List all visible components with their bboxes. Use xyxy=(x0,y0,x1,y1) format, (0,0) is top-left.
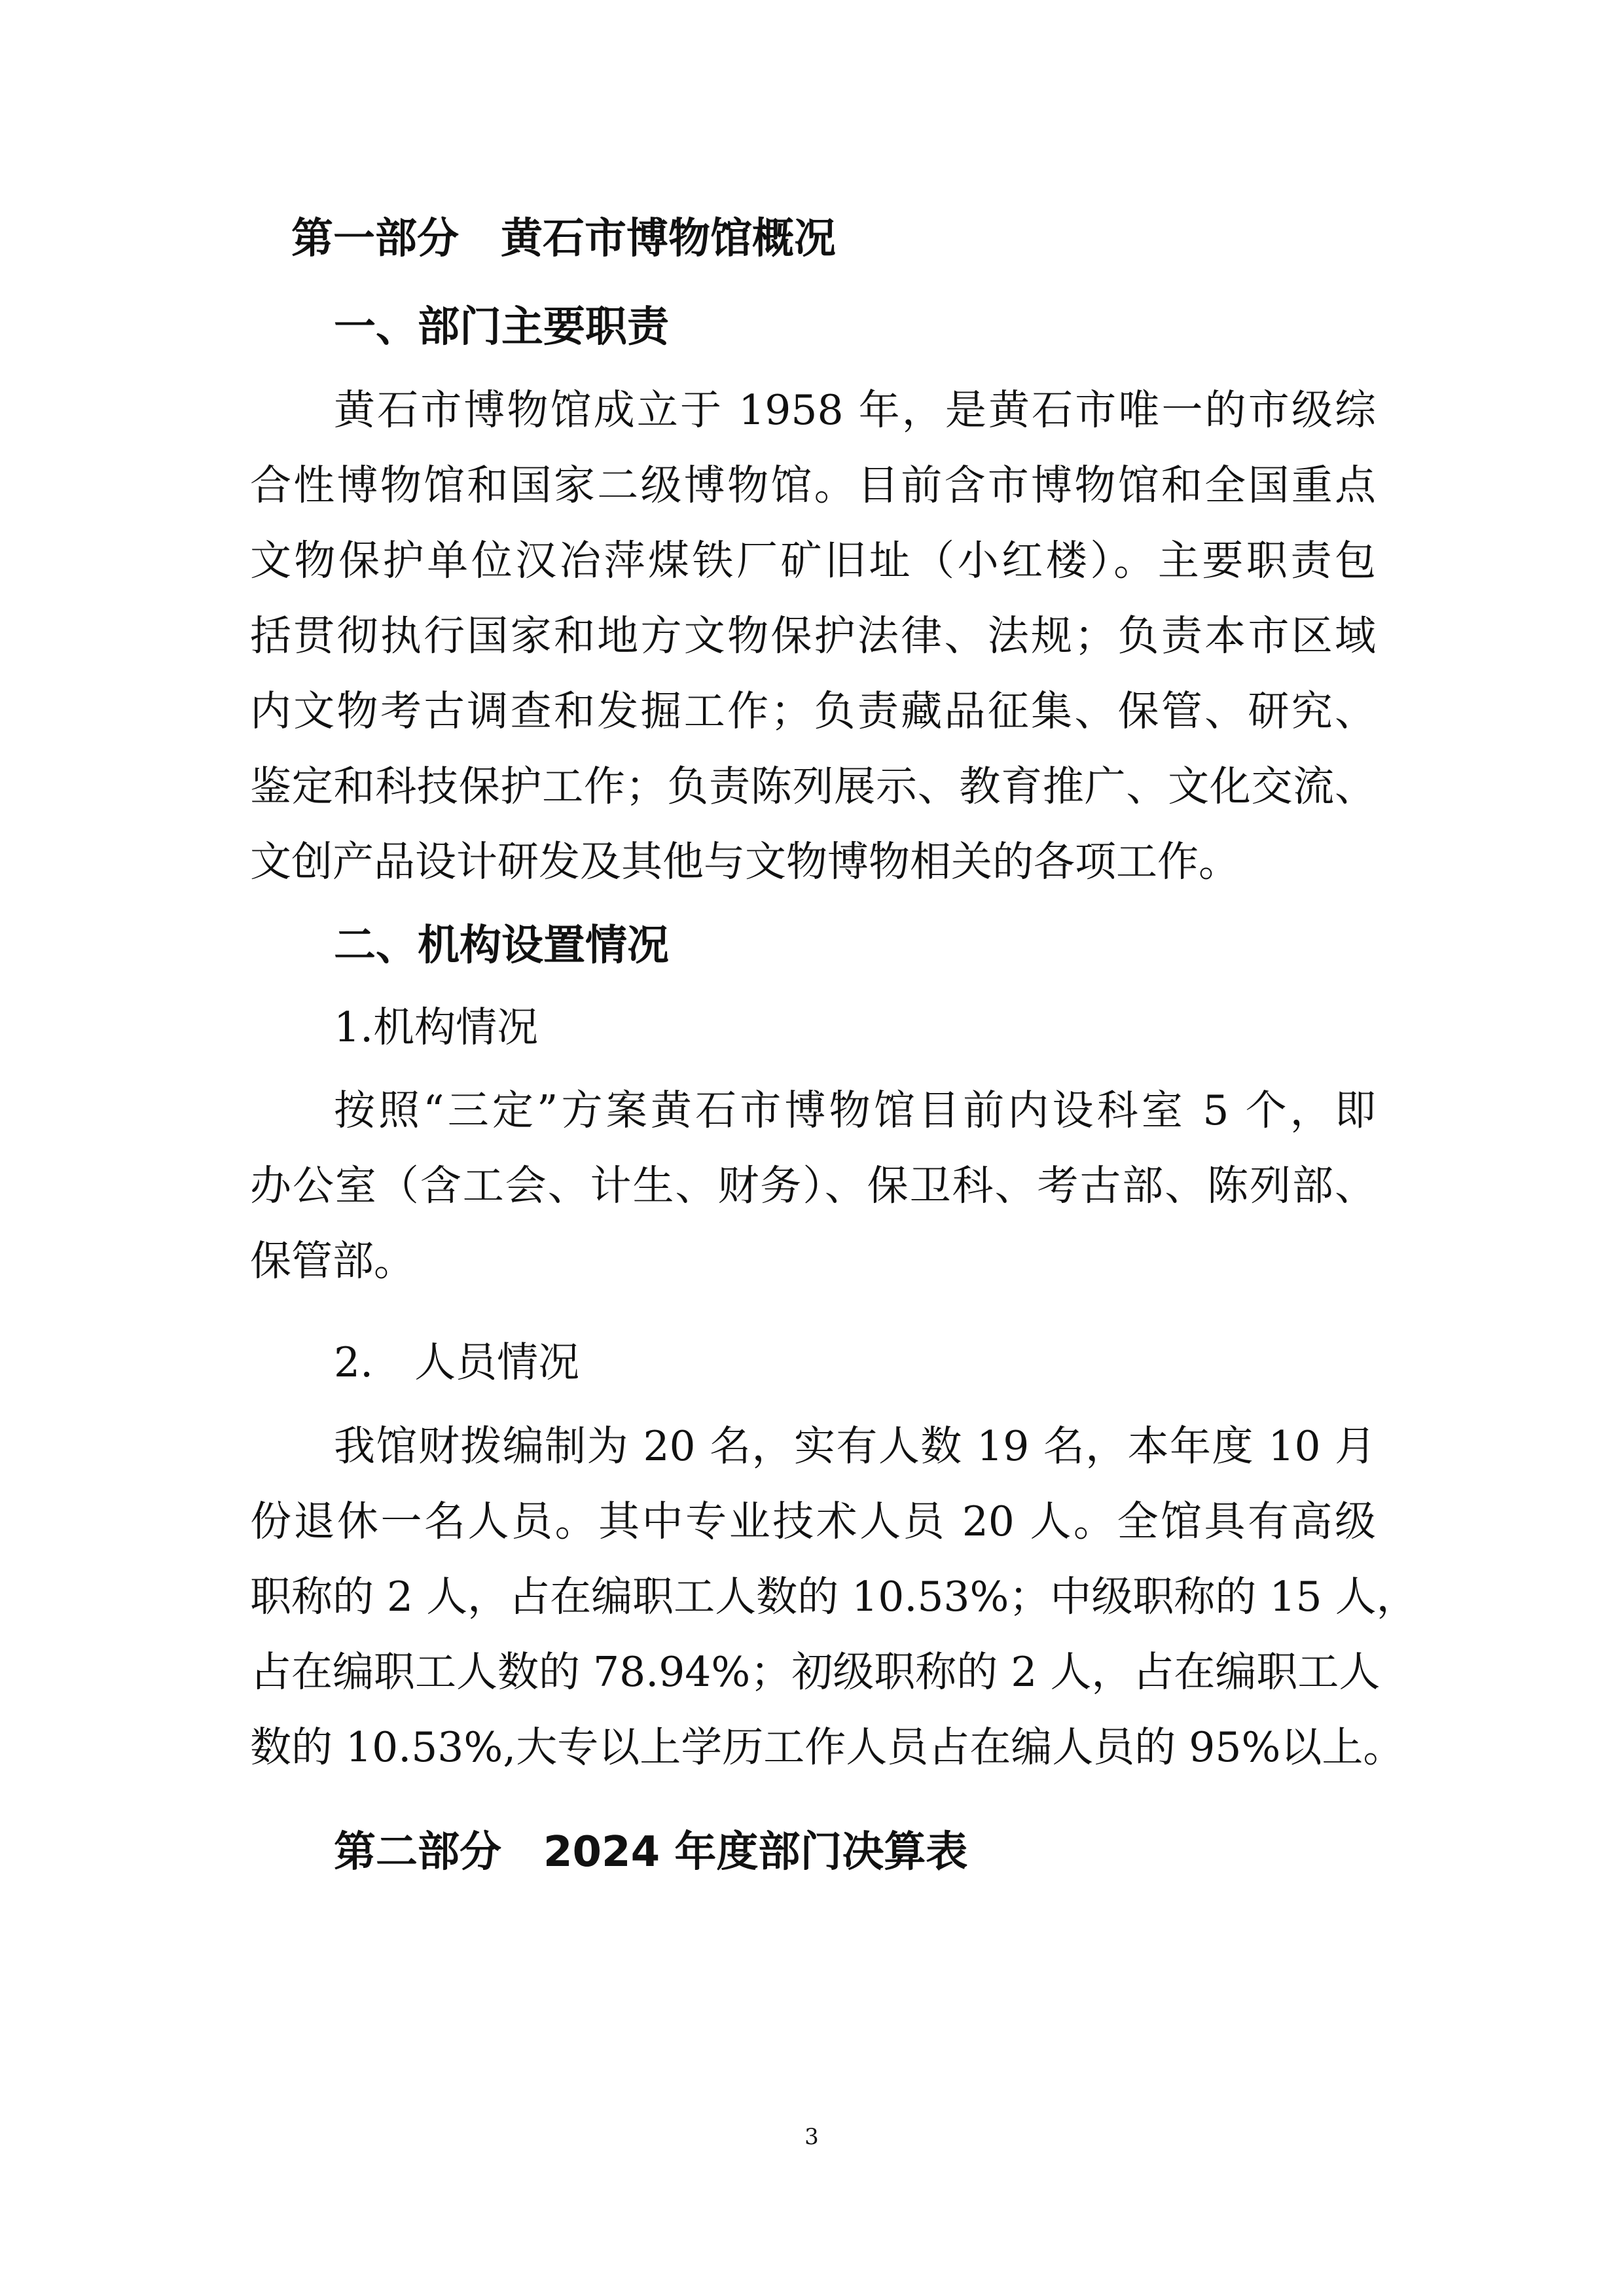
subsection2-line-5: 数的 10.53%,大专以上学历工作人员占在编人员的 95%以上。 xyxy=(250,1723,1405,1771)
subsection2-line-1: 我馆财拨编制为 20 名，实有人数 19 名，本年度 10 月 xyxy=(334,1422,1376,1470)
section1-line-3: 文物保护单位汉冶萍煤铁厂矿旧址（小红楼）。主要职责包 xyxy=(250,537,1376,584)
subsection2-line-3: 职称的 2 人，占在编职工人数的 10.53%；中级职称的 15 人， xyxy=(250,1573,1418,1621)
section1-line-5: 内文物考古调查和发掘工作；负责藏品征集、保管、研究、 xyxy=(250,687,1376,735)
section1-line-1: 黄石市博物馆成立于 1958 年，是黄石市唯一的市级综 xyxy=(334,386,1376,434)
subsection2-line-2: 份退休一名人员。其中专业技术人员 20 人。全馆具有高级 xyxy=(250,1498,1376,1545)
section1-line-4: 括贯彻执行国家和地方文物保护法律、法规；负责本市区域 xyxy=(250,612,1376,660)
subsection2-title: 2. 人员情况 xyxy=(334,1338,580,1386)
subsection1-line-1: 按照“三定”方案黄石市博物馆目前内设科室 5 个，即 xyxy=(334,1086,1376,1134)
page-number: 3 xyxy=(804,2124,819,2150)
part1-title: 第一部分 黄石市博物馆概况 xyxy=(291,215,836,263)
section2-heading: 二、机构设置情况 xyxy=(334,922,669,970)
section1-heading: 一、部门主要职责 xyxy=(334,303,669,351)
section1-line-7: 文创产品设计研发及其他与文物博物相关的各项工作。 xyxy=(250,838,1240,886)
subsection2-line-4: 占在编职工人数的 78.94%；初级职称的 2 人，占在编职工人 xyxy=(250,1648,1380,1696)
part2-title: 第二部分 2024 年度部门决算表 xyxy=(334,1828,968,1876)
subsection1-line-3: 保管部。 xyxy=(250,1237,415,1285)
section1-line-2: 合性博物馆和国家二级博物馆。目前含市博物馆和全国重点 xyxy=(250,461,1376,509)
section1-line-6: 鉴定和科技保护工作；负责陈列展示、教育推广、文化交流、 xyxy=(250,762,1376,810)
subsection1-line-2: 办公室（含工会、计生、财务）、保卫科、考古部、陈列部、 xyxy=(250,1162,1376,1210)
subsection1-title: 1.机构情况 xyxy=(334,1003,539,1051)
